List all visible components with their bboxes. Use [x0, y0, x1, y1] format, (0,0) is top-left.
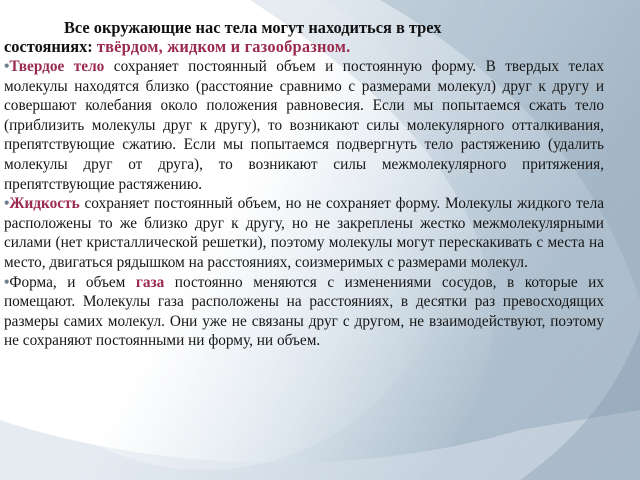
bullet-icon: • — [4, 58, 10, 75]
paragraph-solid — [4, 57, 604, 194]
title-highlight: твёрдом, жидком и газообразном. — [96, 37, 351, 56]
paragraph-gas-text: постоянно меняются с изменениями сосудов, в которые их помещают. Молекулы газа расположены на расстояниях, в десятки раз превосходящих размеры самих молекул. Они уже не связаны друг с другом, не взаимодействуют, поэтому не сохраняют постоянными ни форму, ни объем. — [4, 273, 604, 350]
term-gas: газа — [135, 273, 165, 291]
term-liquid: Жидкость — [9, 195, 80, 213]
slide-body — [4, 18, 604, 351]
paragraph-liquid-text: сохраняет постоянный объем, но не сохраняет форму. Молекулы жидкого тела расположены то же близко друг к другу, но не закреплены жестко межмолекулярными силами (нет кристаллической решетки), поэтому молекулы могут перескакивать с места на место, двигаться рядышком на расстояниях, соизмеримых с размерами молекул. — [4, 195, 604, 271]
bullet-icon: • — [4, 195, 10, 213]
bullet-icon: • — [4, 273, 10, 291]
paragraph-gas — [4, 273, 604, 351]
paragraph-liquid — [4, 194, 604, 272]
paragraph-solid-text: сохраняет постоянный объем и постоянную форму. В твердых телах молекулы находятся близко (расстояние сравнимо с размерами молекул) друг к другу и совершают колебания около положения равновесия. Если мы попытаемся сжать тело (приблизить молекулы друг к другу), то возникают силы молекулярного отталкивания, препятствующие сжатию. Если мы попытаемся подвергнуть тело растяжению (удалить молекулы друг от друга), то возникают силы межмолекулярного притяжения, препятствующие растяжению. — [4, 58, 604, 193]
term-solid: Твердое тело — [9, 58, 105, 75]
paragraph-gas-lead: Форма, и объем — [9, 273, 126, 291]
slide-title — [4, 18, 604, 56]
title-line-1: Все окружающие нас тела могут находиться в трех — [64, 18, 442, 37]
title-line-2-prefix: состояниях: — [4, 37, 93, 56]
